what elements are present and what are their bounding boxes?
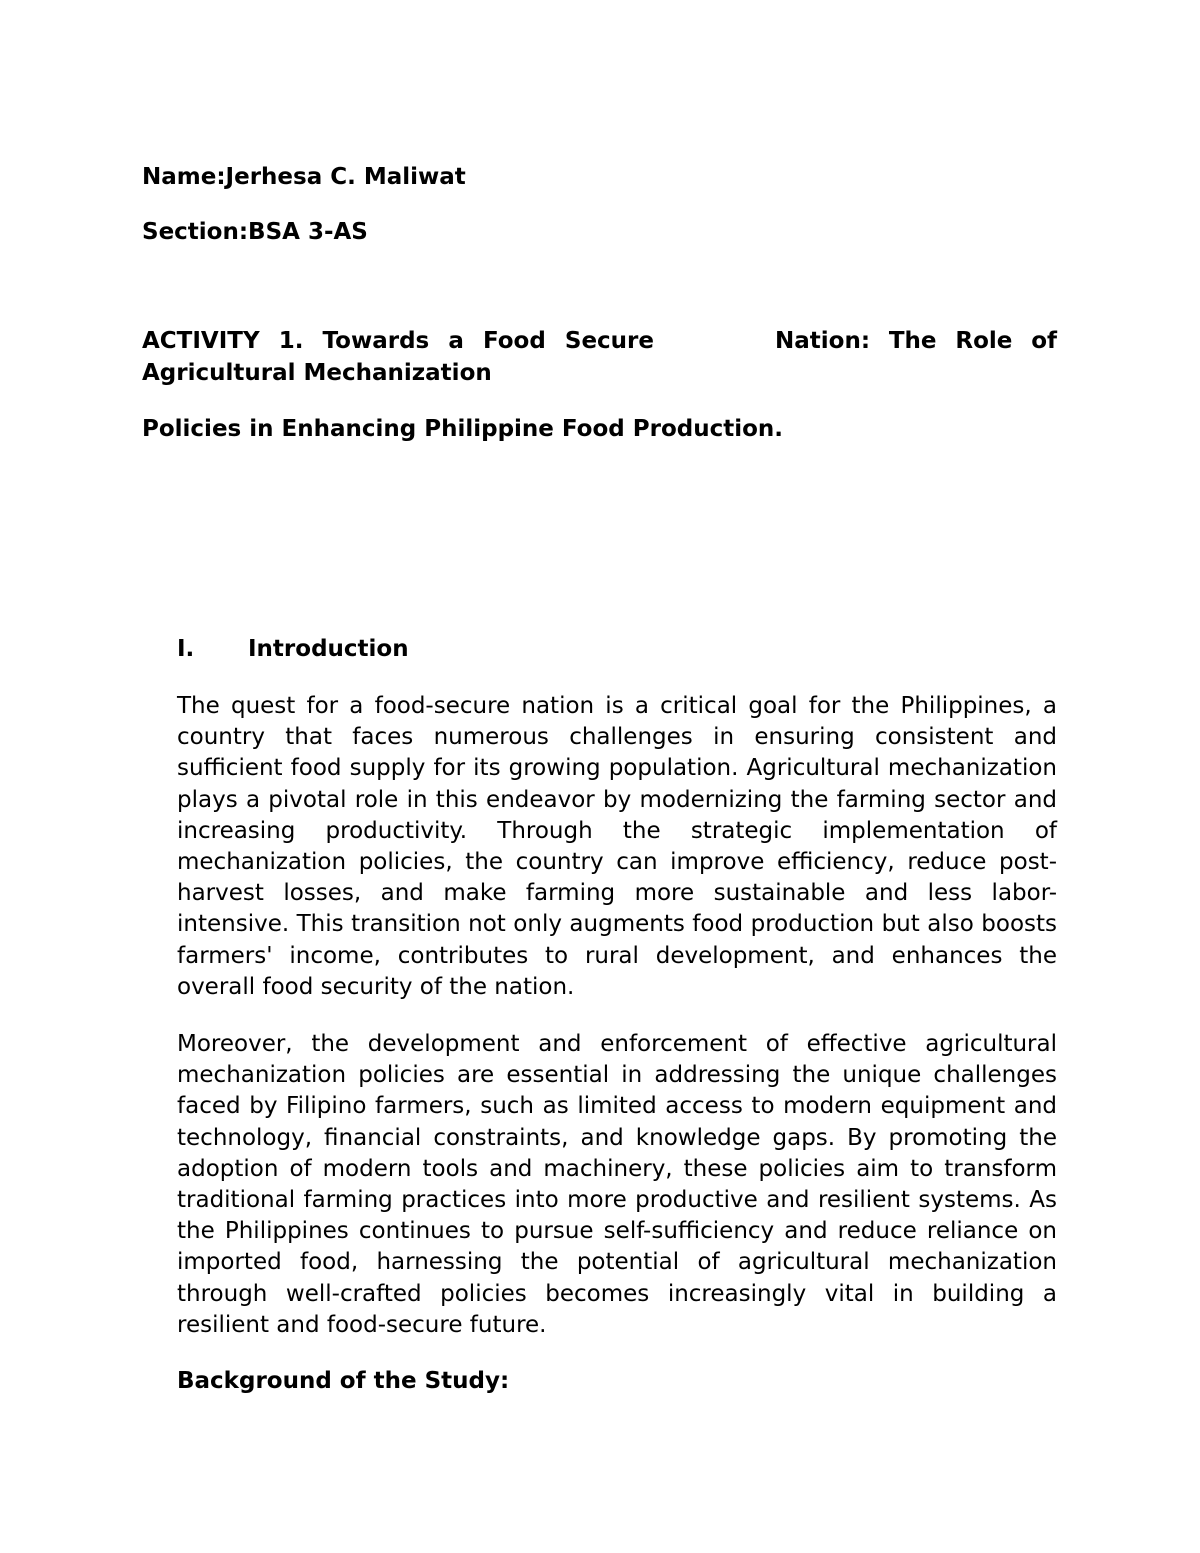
title-word: a [448, 328, 464, 354]
title-word: The [888, 328, 937, 354]
intro-paragraph-2: Moreover, the development and enforcement of effective agricultural mechanization policies are essential in addressing the unique challenges faced by Filipino farmers, such as limited access to modern equipment and technology, financial constraints, and knowledge gaps. By promoting the adoption of modern tools and machinery, these policies aim to transform traditional farming practices into more productive and resilient systems. As the Philippines continues to pursue self-sufficiency and reduce reliance on imported food, harnessing the potential of agricultural mechanization through well-crafted policies becomes increasingly vital in building a resilient and food-secure future. [177, 1031, 1057, 1338]
title-word: Role [955, 328, 1013, 354]
title-word: of [1031, 328, 1057, 354]
title-row-2: Agricultural Mechanization [142, 360, 492, 386]
section-number: I. [177, 636, 195, 662]
background-heading: Background of the Study: [177, 1368, 510, 1394]
title-row-1-left [142, 328, 654, 354]
activity-subtitle: Policies in Enhancing Philippine Food Production. [142, 416, 784, 442]
title-word: Secure [564, 328, 654, 354]
title-row-1 [142, 328, 1057, 360]
student-name: Name:Jerhesa C. Maliwat [142, 164, 466, 190]
title-word: Nation: [775, 328, 871, 354]
title-row-1-right [775, 328, 1057, 354]
title-word: Food [482, 328, 546, 354]
introduction-heading [177, 636, 409, 662]
title-word: 1. [278, 328, 304, 354]
section-title: Introduction [248, 636, 409, 662]
intro-paragraph-1: The quest for a food-secure nation is a critical goal for the Philippines, a country that faces numerous challenges in ensuring consistent and sufficient food supply for its growing population. Agricultural mechanization plays a pivotal role in this endeavor by modernizing the farming sector and increasing productivity. Through the strategic implementation of mechanization policies, the country can improve efficiency, reduce post-harvest losses, and make farming more sustainable and less labor-intensive. This transition not only augments food production but also boosts farmers' income, contributes to rural development, and enhances the overall food security of the nation. [177, 693, 1057, 1000]
title-word: ACTIVITY [142, 328, 260, 354]
student-section: Section:BSA 3-AS [142, 219, 368, 245]
title-word: Towards [322, 328, 430, 354]
